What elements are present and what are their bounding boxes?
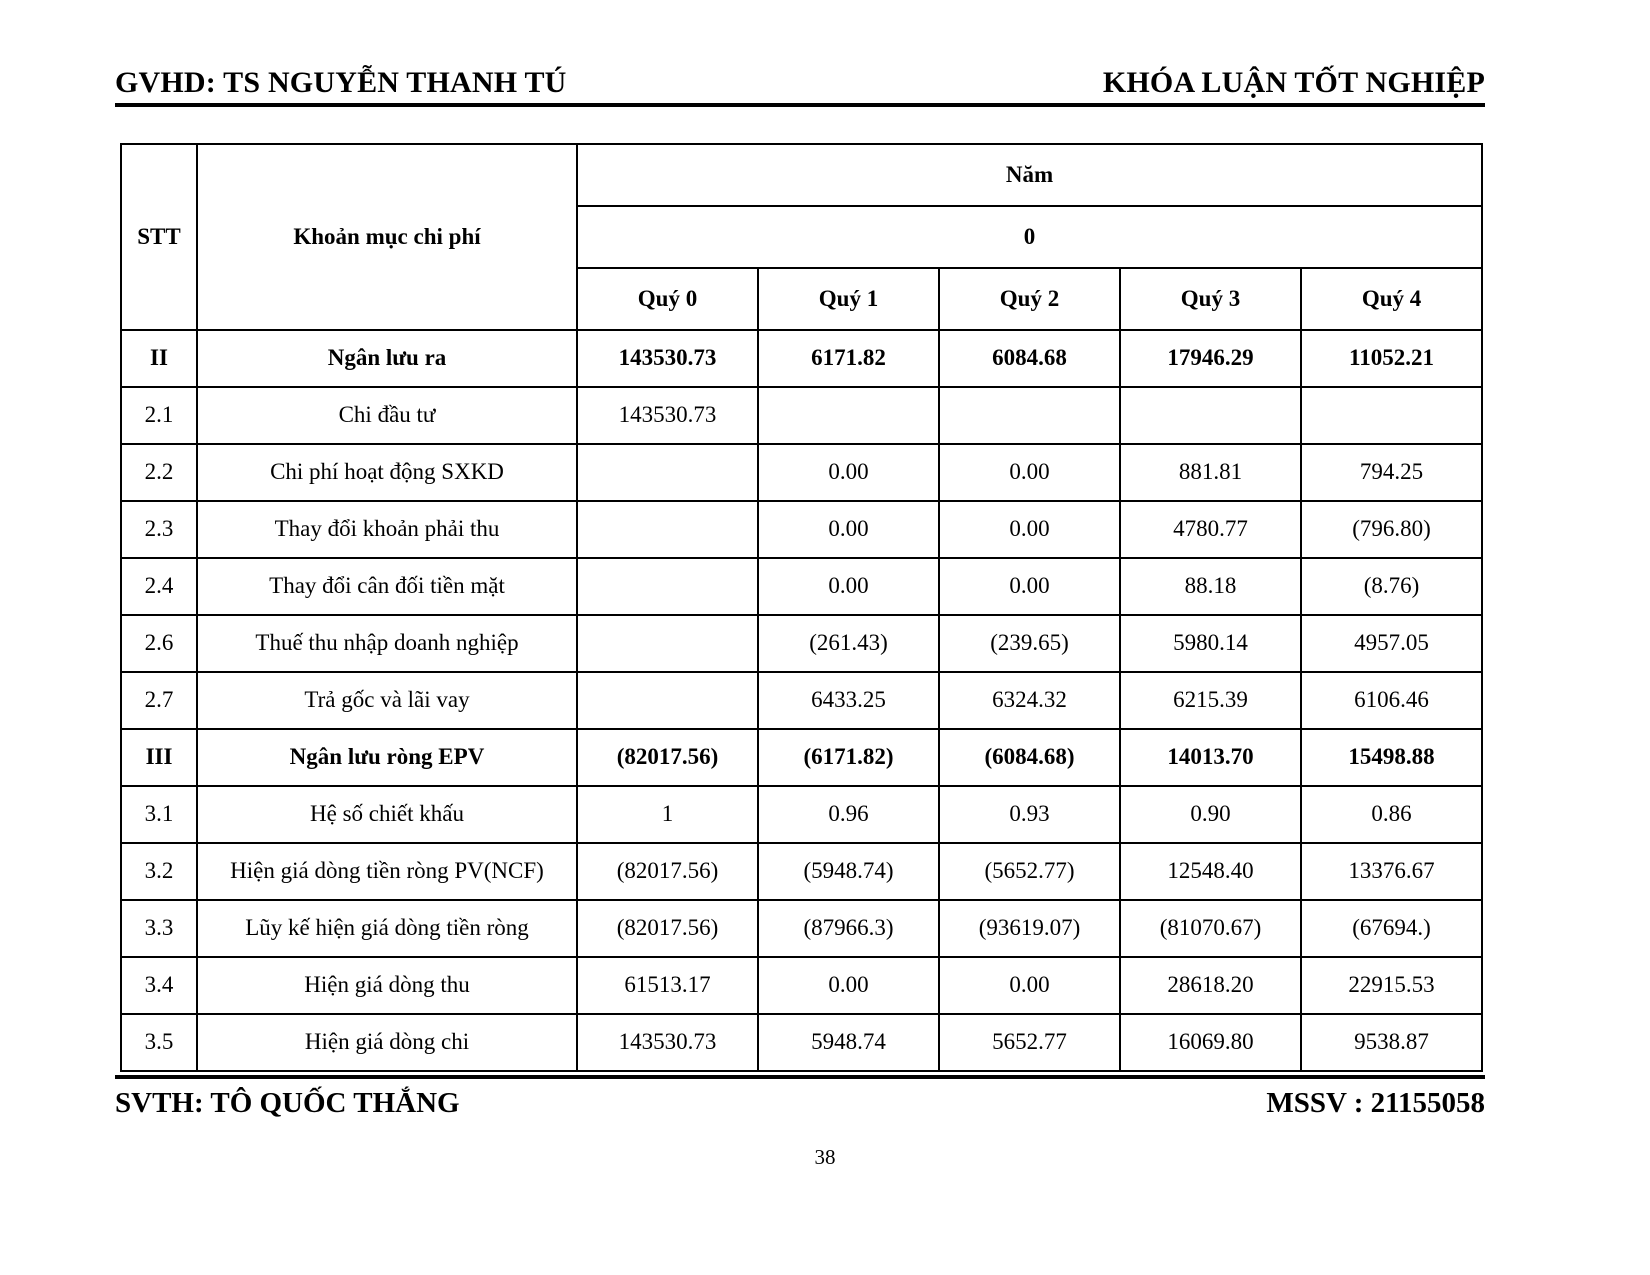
footer-student-name: SVTH: TÔ QUỐC THẮNG	[115, 1087, 460, 1119]
table-body	[121, 330, 1482, 1071]
cell-q3: 88.18	[1120, 558, 1301, 615]
column-header-year-group: Năm	[577, 144, 1482, 206]
table-row	[121, 672, 1482, 729]
cell-q4: 15498.88	[1301, 729, 1482, 786]
row-label: Hiện giá dòng tiền ròng PV(NCF)	[197, 843, 577, 900]
row-stt: 2.4	[121, 558, 197, 615]
cell-q4: (796.80)	[1301, 501, 1482, 558]
cell-q3: 0.90	[1120, 786, 1301, 843]
column-header-expense-item: Khoản mục chi phí	[197, 144, 577, 330]
cell-q2: 0.00	[939, 501, 1120, 558]
row-stt: 3.5	[121, 1014, 197, 1071]
row-stt: 3.2	[121, 843, 197, 900]
cell-q1: 6433.25	[758, 672, 939, 729]
cell-q3: 5980.14	[1120, 615, 1301, 672]
running-footer	[115, 1075, 1485, 1120]
row-stt: 2.7	[121, 672, 197, 729]
table-row	[121, 558, 1482, 615]
cell-q0	[577, 615, 758, 672]
row-stt: 2.1	[121, 387, 197, 444]
cell-q4: 794.25	[1301, 444, 1482, 501]
cell-q3: 28618.20	[1120, 957, 1301, 1014]
table-row	[121, 387, 1482, 444]
cell-q3: 4780.77	[1120, 501, 1301, 558]
cell-q4	[1301, 387, 1482, 444]
footer-student-id: MSSV : 21155058	[1266, 1087, 1485, 1119]
cell-q2: (5652.77)	[939, 843, 1120, 900]
row-label: Hiện giá dòng thu	[197, 957, 577, 1014]
table-row	[121, 900, 1482, 957]
page-number: 38	[814, 1145, 836, 1169]
row-stt: 3.1	[121, 786, 197, 843]
financial-table-container	[120, 143, 1482, 1072]
table-row	[121, 444, 1482, 501]
cell-q4: 11052.21	[1301, 330, 1482, 387]
cell-q2: 5652.77	[939, 1014, 1120, 1071]
column-header-quarter-3: Quý 3	[1120, 268, 1301, 330]
cell-q4: (8.76)	[1301, 558, 1482, 615]
cell-q1: 5948.74	[758, 1014, 939, 1071]
cell-q2: (239.65)	[939, 615, 1120, 672]
row-label: Lũy kế hiện giá dòng tiền ròng	[197, 900, 577, 957]
column-header-quarter-4: Quý 4	[1301, 268, 1482, 330]
column-header-quarter-2: Quý 2	[939, 268, 1120, 330]
cell-q0: (82017.56)	[577, 729, 758, 786]
row-label: Ngân lưu ròng EPV	[197, 729, 577, 786]
row-label: Thay đổi khoản phải thu	[197, 501, 577, 558]
column-header-quarter-1: Quý 1	[758, 268, 939, 330]
cell-q3: 14013.70	[1120, 729, 1301, 786]
cell-q0	[577, 672, 758, 729]
table-row	[121, 786, 1482, 843]
cell-q1: 0.00	[758, 558, 939, 615]
cell-q4: 9538.87	[1301, 1014, 1482, 1071]
row-label: Thuế thu nhập doanh nghiệp	[197, 615, 577, 672]
row-label: Chi phí hoạt động SXKD	[197, 444, 577, 501]
cell-q3: 6215.39	[1120, 672, 1301, 729]
column-header-quarter-0: Quý 0	[577, 268, 758, 330]
cell-q1: (5948.74)	[758, 843, 939, 900]
cell-q4: (67694.)	[1301, 900, 1482, 957]
row-stt: 2.6	[121, 615, 197, 672]
cell-q4: 0.86	[1301, 786, 1482, 843]
row-label: Hiện giá dòng chi	[197, 1014, 577, 1071]
table-row	[121, 957, 1482, 1014]
cell-q2: 0.00	[939, 558, 1120, 615]
cell-q4: 13376.67	[1301, 843, 1482, 900]
table-header-row-year	[121, 144, 1482, 206]
cell-q2: 6084.68	[939, 330, 1120, 387]
header-advisor-text: GVHD: TS NGUYỄN THANH TÚ	[115, 66, 567, 99]
cell-q2	[939, 387, 1120, 444]
column-header-year-value: 0	[577, 206, 1482, 268]
cell-q2: (6084.68)	[939, 729, 1120, 786]
cell-q2: 0.00	[939, 444, 1120, 501]
cell-q1: 0.00	[758, 444, 939, 501]
cell-q4: 6106.46	[1301, 672, 1482, 729]
row-label: Chi đầu tư	[197, 387, 577, 444]
cell-q3	[1120, 387, 1301, 444]
row-label: Hệ số chiết khấu	[197, 786, 577, 843]
table-head	[121, 144, 1482, 330]
cell-q0	[577, 558, 758, 615]
cell-q1	[758, 387, 939, 444]
row-label: Thay đổi cân đối tiền mặt	[197, 558, 577, 615]
table-row	[121, 843, 1482, 900]
cell-q1: 6171.82	[758, 330, 939, 387]
cell-q3: (81070.67)	[1120, 900, 1301, 957]
row-stt: 2.3	[121, 501, 197, 558]
column-header-stt: STT	[121, 144, 197, 330]
table-row	[121, 615, 1482, 672]
row-stt: 2.2	[121, 444, 197, 501]
financial-table	[120, 143, 1483, 1072]
cell-q3: 16069.80	[1120, 1014, 1301, 1071]
row-label: Trả gốc và lãi vay	[197, 672, 577, 729]
cell-q0: (82017.56)	[577, 843, 758, 900]
cell-q3: 17946.29	[1120, 330, 1301, 387]
row-stt: 3.4	[121, 957, 197, 1014]
running-header	[115, 66, 1485, 107]
table-row	[121, 1014, 1482, 1071]
cell-q1: 0.00	[758, 957, 939, 1014]
cell-q2: 6324.32	[939, 672, 1120, 729]
cell-q2: 0.00	[939, 957, 1120, 1014]
header-document-title: KHÓA LUẬN TỐT NGHIỆP	[1102, 66, 1485, 99]
cell-q0: 143530.73	[577, 330, 758, 387]
cell-q0: 61513.17	[577, 957, 758, 1014]
cell-q3: 881.81	[1120, 444, 1301, 501]
row-stt: II	[121, 330, 197, 387]
cell-q1: (261.43)	[758, 615, 939, 672]
cell-q0: 1	[577, 786, 758, 843]
cell-q0	[577, 444, 758, 501]
cell-q3: 12548.40	[1120, 843, 1301, 900]
cell-q4: 4957.05	[1301, 615, 1482, 672]
row-label: Ngân lưu ra	[197, 330, 577, 387]
row-stt: III	[121, 729, 197, 786]
cell-q0: 143530.73	[577, 387, 758, 444]
cell-q1: (6171.82)	[758, 729, 939, 786]
cell-q0	[577, 501, 758, 558]
cell-q1: 0.00	[758, 501, 939, 558]
cell-q2: (93619.07)	[939, 900, 1120, 957]
cell-q2: 0.93	[939, 786, 1120, 843]
table-row	[121, 501, 1482, 558]
row-stt: 3.3	[121, 900, 197, 957]
cell-q1: (87966.3)	[758, 900, 939, 957]
table-row	[121, 330, 1482, 387]
cell-q4: 22915.53	[1301, 957, 1482, 1014]
cell-q0: (82017.56)	[577, 900, 758, 957]
cell-q1: 0.96	[758, 786, 939, 843]
cell-q0: 143530.73	[577, 1014, 758, 1071]
table-row	[121, 729, 1482, 786]
